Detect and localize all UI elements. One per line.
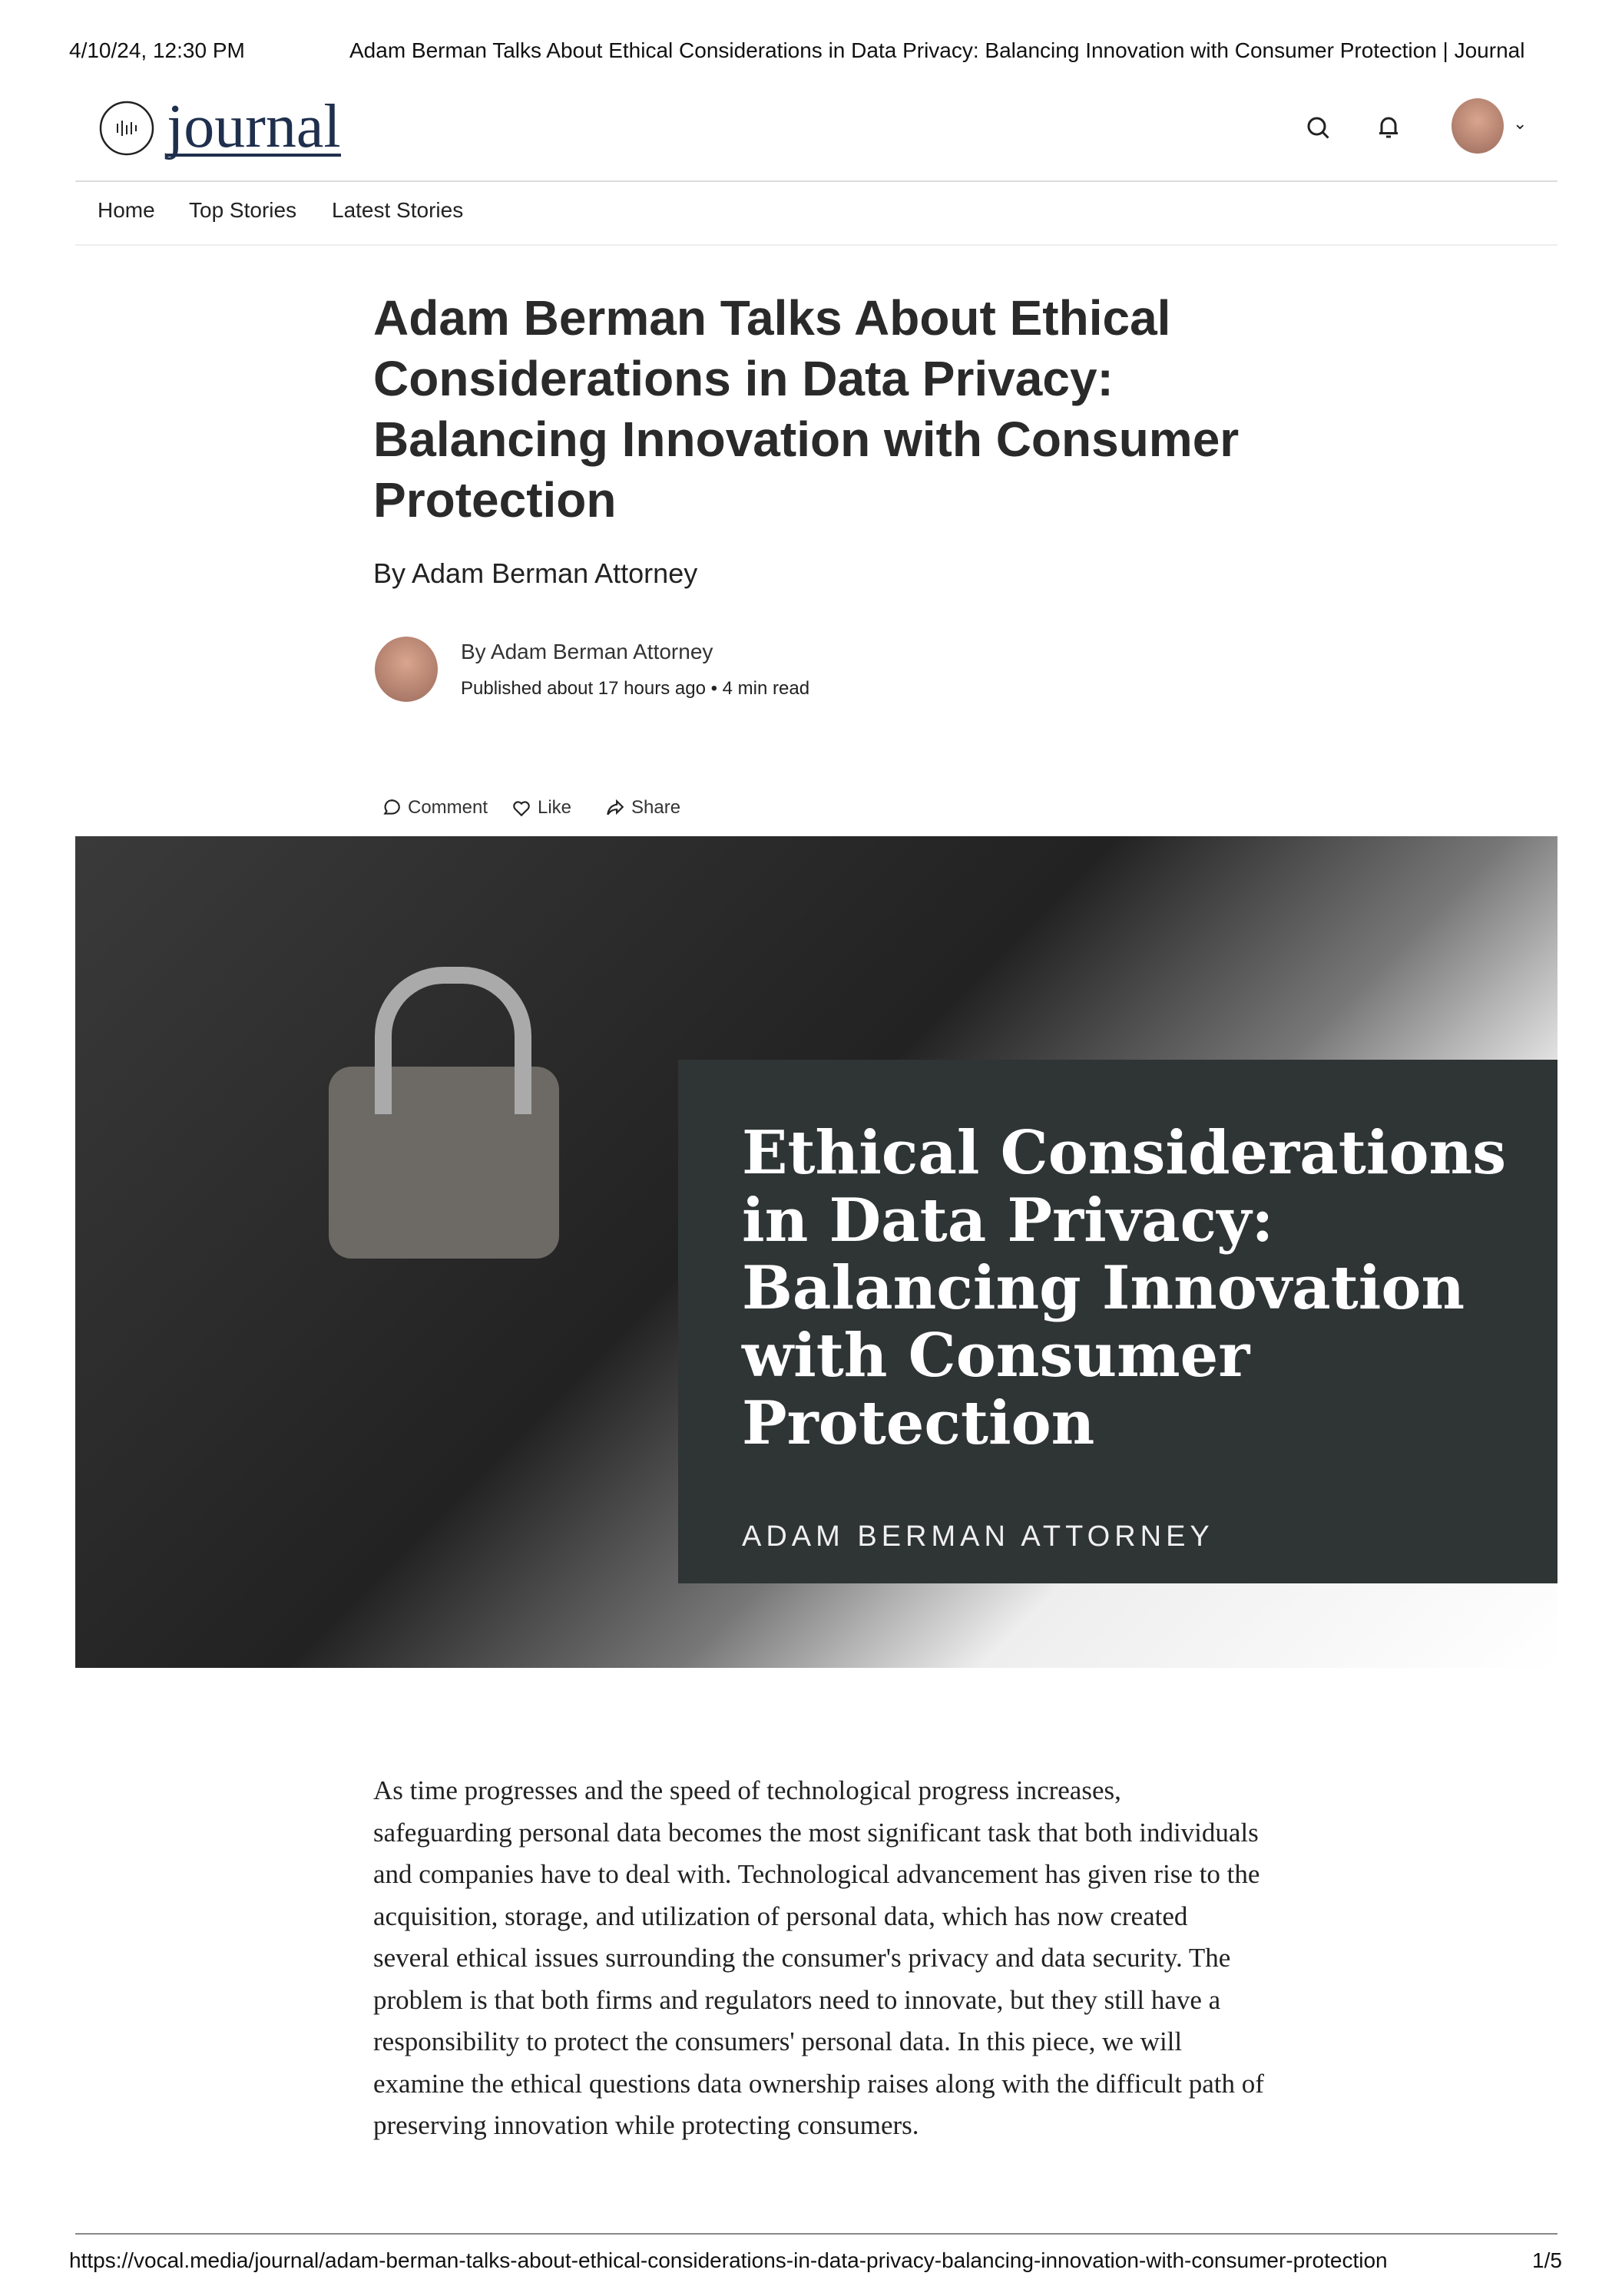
byline: By Adam Berman Attorney — [373, 557, 698, 589]
nav-top-stories[interactable]: Top Stories — [189, 198, 297, 222]
print-title: Adam Berman Talks About Ethical Considerations in Data Privacy: Balancing Innovation with Consumer Protection | Journal — [349, 38, 1525, 62]
search-icon[interactable] — [1304, 114, 1332, 141]
comment-button[interactable] — [382, 797, 488, 819]
logo[interactable] — [99, 93, 341, 160]
divider — [75, 180, 1557, 182]
like-button[interactable] — [511, 797, 571, 819]
author-name[interactable]: By Adam Berman Attorney — [461, 640, 713, 663]
divider — [75, 244, 1557, 246]
print-url: https://vocal.media/journal/adam-berman-talks-about-ethical-considerations-in-data-privacy-balancing-innovation-with-consumer-protection — [69, 2248, 1388, 2272]
divider — [75, 2233, 1557, 2235]
padlock-shackle — [375, 967, 531, 1114]
logo-text: journal — [167, 93, 341, 160]
like-label: Like — [538, 797, 572, 818]
share-button[interactable] — [605, 797, 680, 819]
article-title: Adam Berman Talks About Ethical Considerations in Data Privacy: Balancing Innovation with Consumer Protection — [373, 290, 1240, 528]
user-avatar[interactable] — [1452, 98, 1504, 154]
publish-meta: Published about 17 hours ago • 4 min read — [461, 678, 810, 699]
hero-subtitle: ADAM BERMAN ATTORNEY — [742, 1520, 1214, 1553]
bell-icon[interactable] — [1375, 114, 1402, 141]
hero-overlay — [678, 1060, 1557, 1583]
chevron-down-icon[interactable]: ⌄ — [1513, 114, 1528, 133]
comment-icon — [382, 798, 402, 818]
article-paragraph: As time progresses and the speed of technological progress increases, safeguarding personal data becomes the most significant task that both individuals and companies have to deal with. Technological advancement has given rise to the acquisition, storage, and utilization of personal data, which has now created several ethical issues surrounding the consumer's privacy and data security. The problem is that both firms and regulators need to innovate, but they still have a responsibility to protect the consumers' personal data. In this piece, we will examine the ethical questions data ownership raises along with the difficult path of preserving innovation while protecting consumers. — [373, 1775, 1264, 2140]
nav-latest-stories[interactable]: Latest Stories — [332, 198, 464, 222]
comment-label: Comment — [408, 797, 488, 818]
heart-icon — [511, 798, 531, 818]
share-label: Share — [631, 797, 681, 818]
author-avatar[interactable] — [375, 637, 438, 702]
print-page: 1/5 — [1532, 2248, 1562, 2272]
print-datetime: 4/10/24, 12:30 PM — [69, 38, 245, 62]
share-icon — [605, 798, 625, 818]
nav-home[interactable]: Home — [98, 198, 155, 222]
logo-icon — [99, 101, 154, 156]
hero-title: Ethical Considerations in Data Privacy: Balancing Innovation with Consumer Protection — [742, 1118, 1507, 1458]
